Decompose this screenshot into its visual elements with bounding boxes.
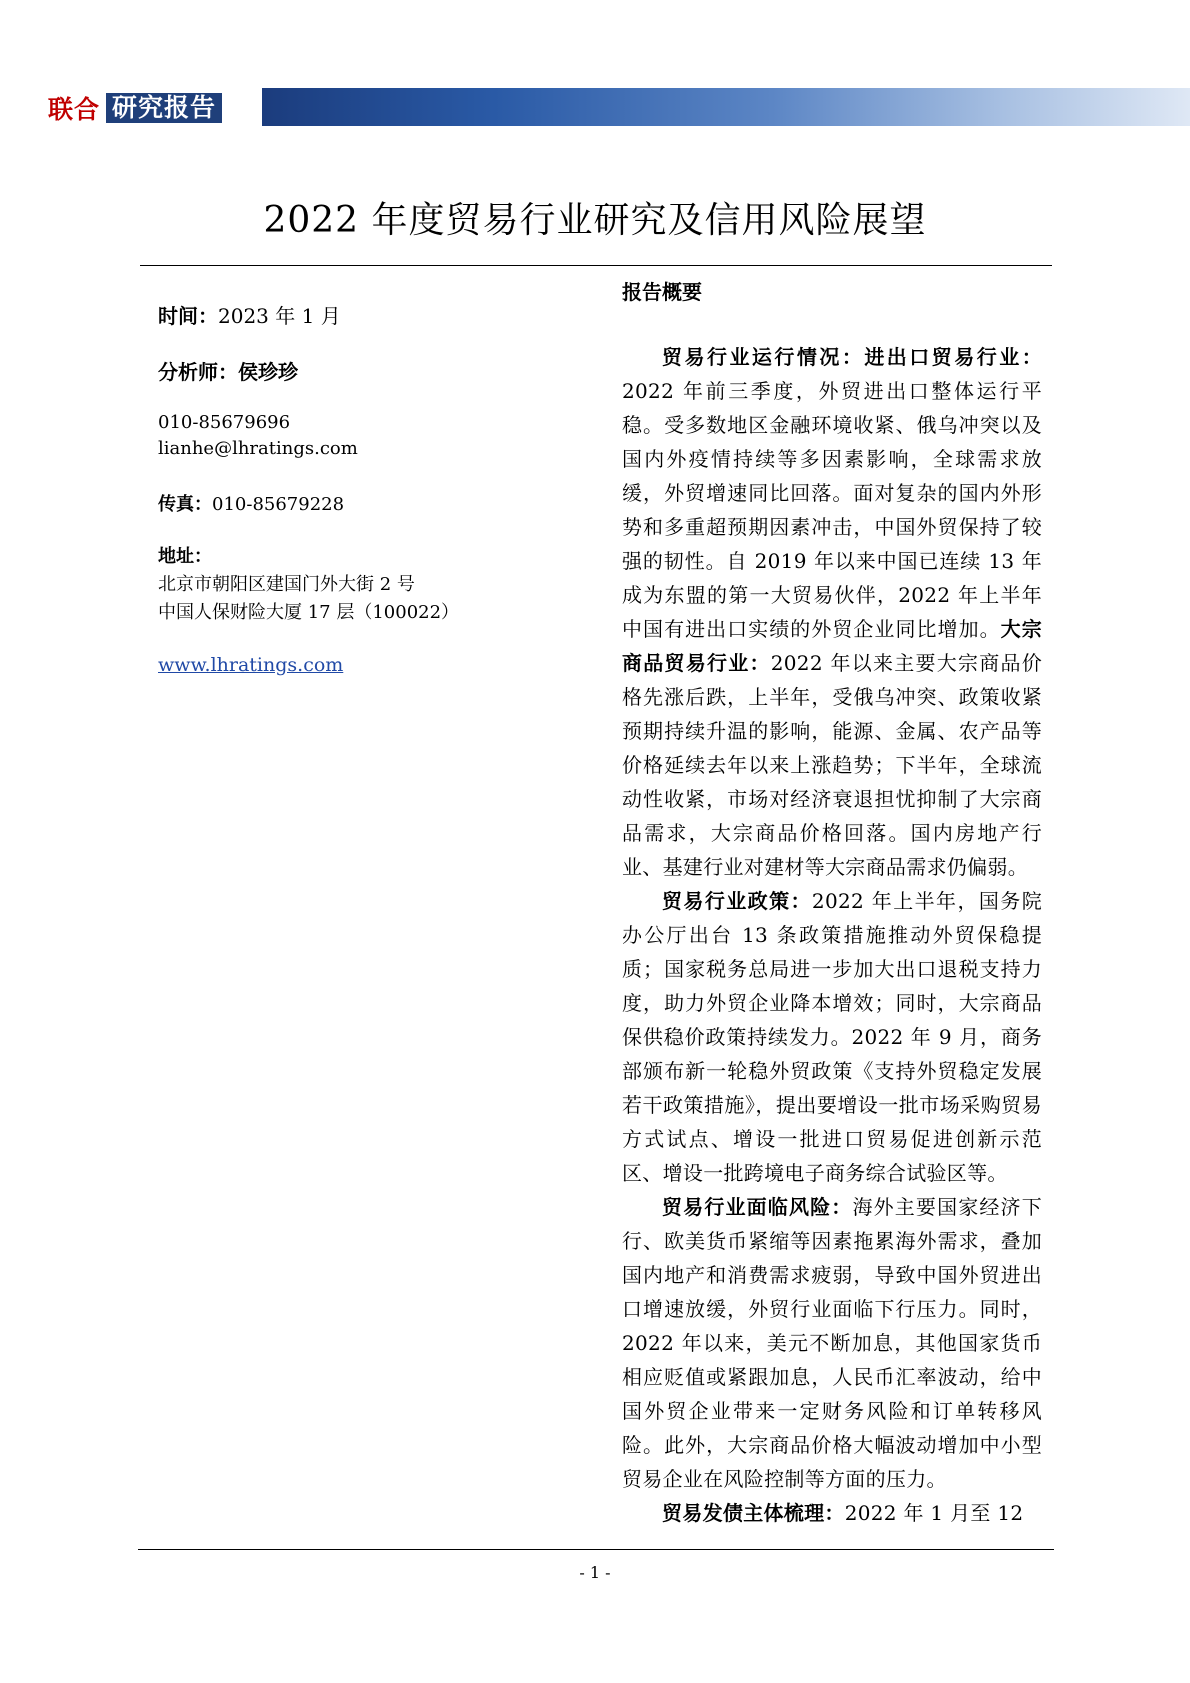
paragraph-text-continued: 2022 年以来主要大宗商品价格先涨后跌，上半年，受俄乌冲突、政策收紧预期持续升温的影响，能源、金属、农产品等价格延续去年以来上涨趋势；下半年，全球流动性收紧，市场对经济衰退担忧抑制了大宗商品需求，大宗商品价格回落。国内房地产行业、基建行业对建材等大宗商品需求仍偏弱。 [622,651,1042,879]
phone-number: 010-85679696 [158,412,291,433]
brand-logo [48,93,222,123]
date-row [158,300,341,329]
website-link-row [158,654,343,676]
analyst-name: 侯珍珍 [238,360,298,384]
summary-paragraph-issuers [622,1496,1042,1530]
date-value: 2023 年 1 月 [218,304,341,328]
paragraph-lead: 贸易行业面临风险： [662,1195,853,1219]
header-gradient-bar [262,88,1190,126]
paragraph-text: 2022 年前三季度，外贸进出口整体运行平稳。受多数地区金融环境收紧、俄乌冲突以及国内外疫情持续等多因素影响，全球需求放缓，外贸增速同比回落。面对复杂的国内外形势和多重超预期因素冲击，中国外贸保持了较强的韧性。自 2019 年以来中国已连续 13 年成为东盟的第一大贸易伙伴，2022 年上半年中国有进出口实绩的外贸企业同比增加。 [622,379,1042,641]
analyst-label: 分析师： [158,360,238,384]
paragraph-text: 海外主要国家经济下行、欧美货币紧缩等因素拖累海外需求，叠加国内地产和消费需求疲弱，导致中国外贸进出口增速放缓，外贸行业面临下行压力。同时，2022 年以来，美元不断加息，其他国家货币相应贬值或紧跟加息，人民币汇率波动，给中国外贸企业带来一定财务风险和订单转移风险。此外，大宗商品价格大幅波动增加中小型贸易企业在风险控制等方面的压力。 [622,1195,1043,1491]
report-title: 2022 年度贸易行业研究及信用风险展望 [263,200,927,241]
address-label: 地址： [158,546,212,567]
fax-label: 传真： [158,494,212,515]
fax-value: 010-85679228 [212,494,345,515]
page-number: - 1 - [579,1563,611,1582]
paragraph-text: 2022 年 1 月至 12 [844,1501,1024,1525]
summary-paragraph-risks [622,1190,1042,1496]
report-summary [622,272,1042,1530]
address-line-2: 中国人保财险大厦 17 层（100022） [158,602,460,623]
paragraph-text: 2022 年上半年，国务院办公厅出台 13 条政策措施推动外贸保稳提质；国家税务总局进一步加大出口退税支持力度，助力外贸企业降本增效；同时，大宗商品保供稳价政策持续发力。2022 年 9 月，商务部颁布新一轮稳外贸政策《支持外贸稳定发展若干政策措施》，提出要增设一批市场采购贸易方式试点、增设一批进口贸易促进创新示范区、增设一批跨境电子商务综合试验区等。 [622,889,1043,1185]
summary-paragraph-operations [622,340,1042,884]
brand-name: 联合 [48,95,101,124]
footer-divider [138,1549,1054,1550]
date-label: 时间： [158,304,218,328]
paragraph-lead: 贸易行业政策： [662,889,812,913]
paragraph-lead: 贸易发债主体梳理： [662,1501,845,1525]
email-address: lianhe@lhratings.com [158,438,358,459]
brand-tag: 研究报告 [106,93,222,123]
summary-paragraph-policy [622,884,1042,1190]
analyst-row [158,356,298,385]
address-line-1: 北京市朝阳区建国门外大街 2 号 [158,574,415,595]
title-divider [140,265,1052,266]
fax-row [158,490,344,516]
paragraph-lead: 贸易行业运行情况：进出口贸易行业： [662,345,1042,369]
paragraph-inline-lead: 大宗商品贸易行业： [622,617,1042,675]
summary-heading: 报告概要 [622,280,702,304]
website-link[interactable]: www.lhratings.com [158,654,344,676]
